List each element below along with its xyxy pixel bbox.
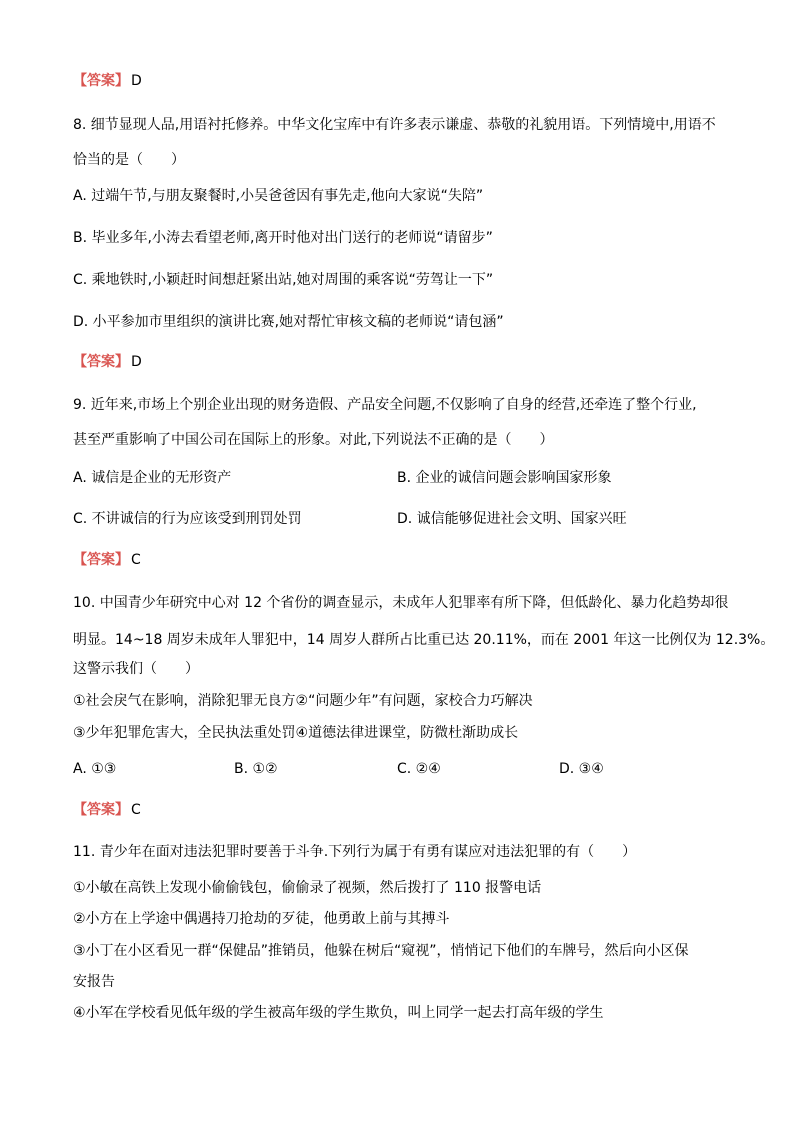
answer-line-9 xyxy=(73,551,141,569)
answer-label: 【答案】 xyxy=(73,354,129,370)
answer-line-10 xyxy=(73,801,141,819)
answer-label: 【答案】 xyxy=(73,73,129,89)
q11-statement-3b: 安报告 xyxy=(73,974,115,990)
answer-value: C xyxy=(131,552,141,568)
q10-statement-1: ①社会戾气在影响，消除犯罪无良方②“问题少年”有问题，家校合力巧解决 xyxy=(73,693,533,709)
q9-stem-line-1: 9. 近年来,市场上个别企业出现的财务造假、产品安全问题,不仅影响了自身的经营,还牵连了整个行业, xyxy=(73,397,697,413)
q11-statement-2: ②小方在上学途中偶遇持刀抢劫的歹徒，他勇敢上前与其搏斗 xyxy=(73,911,450,927)
answer-value: D xyxy=(131,354,142,370)
q10-statement-2: ③少年犯罪危害大，全民执法重处罚④道德法律进课堂，防微杜渐助成长 xyxy=(73,725,519,741)
q8-stem-line-2: 恰当的是（ ） xyxy=(73,152,185,168)
q9-option-a: A. 诚信是企业的无形资产 xyxy=(73,470,232,486)
answer-label: 【答案】 xyxy=(73,552,129,568)
q9-option-d: D. 诚信能够促进社会文明、国家兴旺 xyxy=(397,511,627,527)
answer-value: C xyxy=(131,802,141,818)
q10-stem-line-2: 明显。14~18 周岁未成年人罪犯中，14 周岁人群所占比重已达 20.11%，而在 2001 年这一比例仅为 12.3%。 xyxy=(73,632,775,648)
answer-value: D xyxy=(131,73,142,89)
q11-stem: 11. 青少年在面对违法犯罪时要善于斗争.下列行为属于有勇有谋应对违法犯罪的有（ ） xyxy=(73,844,637,860)
q10-option-c: C. ②④ xyxy=(397,761,441,777)
q11-statement-4: ④小军在学校看见低年级的学生被高年级的学生欺负，叫上同学一起去打高年级的学生 xyxy=(73,1005,604,1021)
q10-option-b: B. ①② xyxy=(234,761,278,777)
q10-option-a: A. ①③ xyxy=(73,761,117,777)
q8-option-a: A. 过端午节,与朋友聚餐时,小吴爸爸因有事先走,他向大家说“失陪” xyxy=(73,188,484,204)
q8-option-d: D. 小平参加市里组织的演讲比赛,她对帮忙审核文稿的老师说“请包涵” xyxy=(73,314,504,330)
answer-line-7 xyxy=(73,72,142,90)
q11-statement-3a: ③小丁在小区看见一群“保健品”推销员，他躲在树后“窥视”，悄悄记下他们的车牌号，然后向小区保 xyxy=(73,943,689,959)
q10-option-d: D. ③④ xyxy=(559,761,604,777)
q8-option-c: C. 乘地铁时,小颖赶时间想赶紧出站,她对周围的乘客说“劳驾让一下” xyxy=(73,272,494,288)
q8-stem-line-1: 8. 细节显现人品,用语衬托修养。中华文化宝库中有许多表示谦虚、恭敬的礼貌用语。下列情境中,用语不 xyxy=(73,117,716,133)
q11-statement-1: ①小敏在高铁上发现小偷偷钱包，偷偷录了视频，然后拨打了 110 报警电话 xyxy=(73,880,542,896)
q9-option-b: B. 企业的诚信问题会影响国家形象 xyxy=(397,470,612,486)
q8-option-b: B. 毕业多年,小涛去看望老师,离开时他对出门送行的老师说“请留步” xyxy=(73,230,493,246)
q10-stem-line-1: 10. 中国青少年研究中心对 12 个省份的调查显示，未成年人犯罪率有所下降，但低龄化、暴力化趋势却很 xyxy=(73,595,729,611)
q9-option-c: C. 不讲诚信的行为应该受到刑罚处罚 xyxy=(73,511,302,527)
q9-stem-line-2: 甚至严重影响了中国公司在国际上的形象。对此,下列说法不正确的是（ ） xyxy=(73,432,554,448)
q10-stem-line-3: 这警示我们（ ） xyxy=(73,661,199,677)
answer-label: 【答案】 xyxy=(73,802,129,818)
answer-line-8 xyxy=(73,353,142,371)
